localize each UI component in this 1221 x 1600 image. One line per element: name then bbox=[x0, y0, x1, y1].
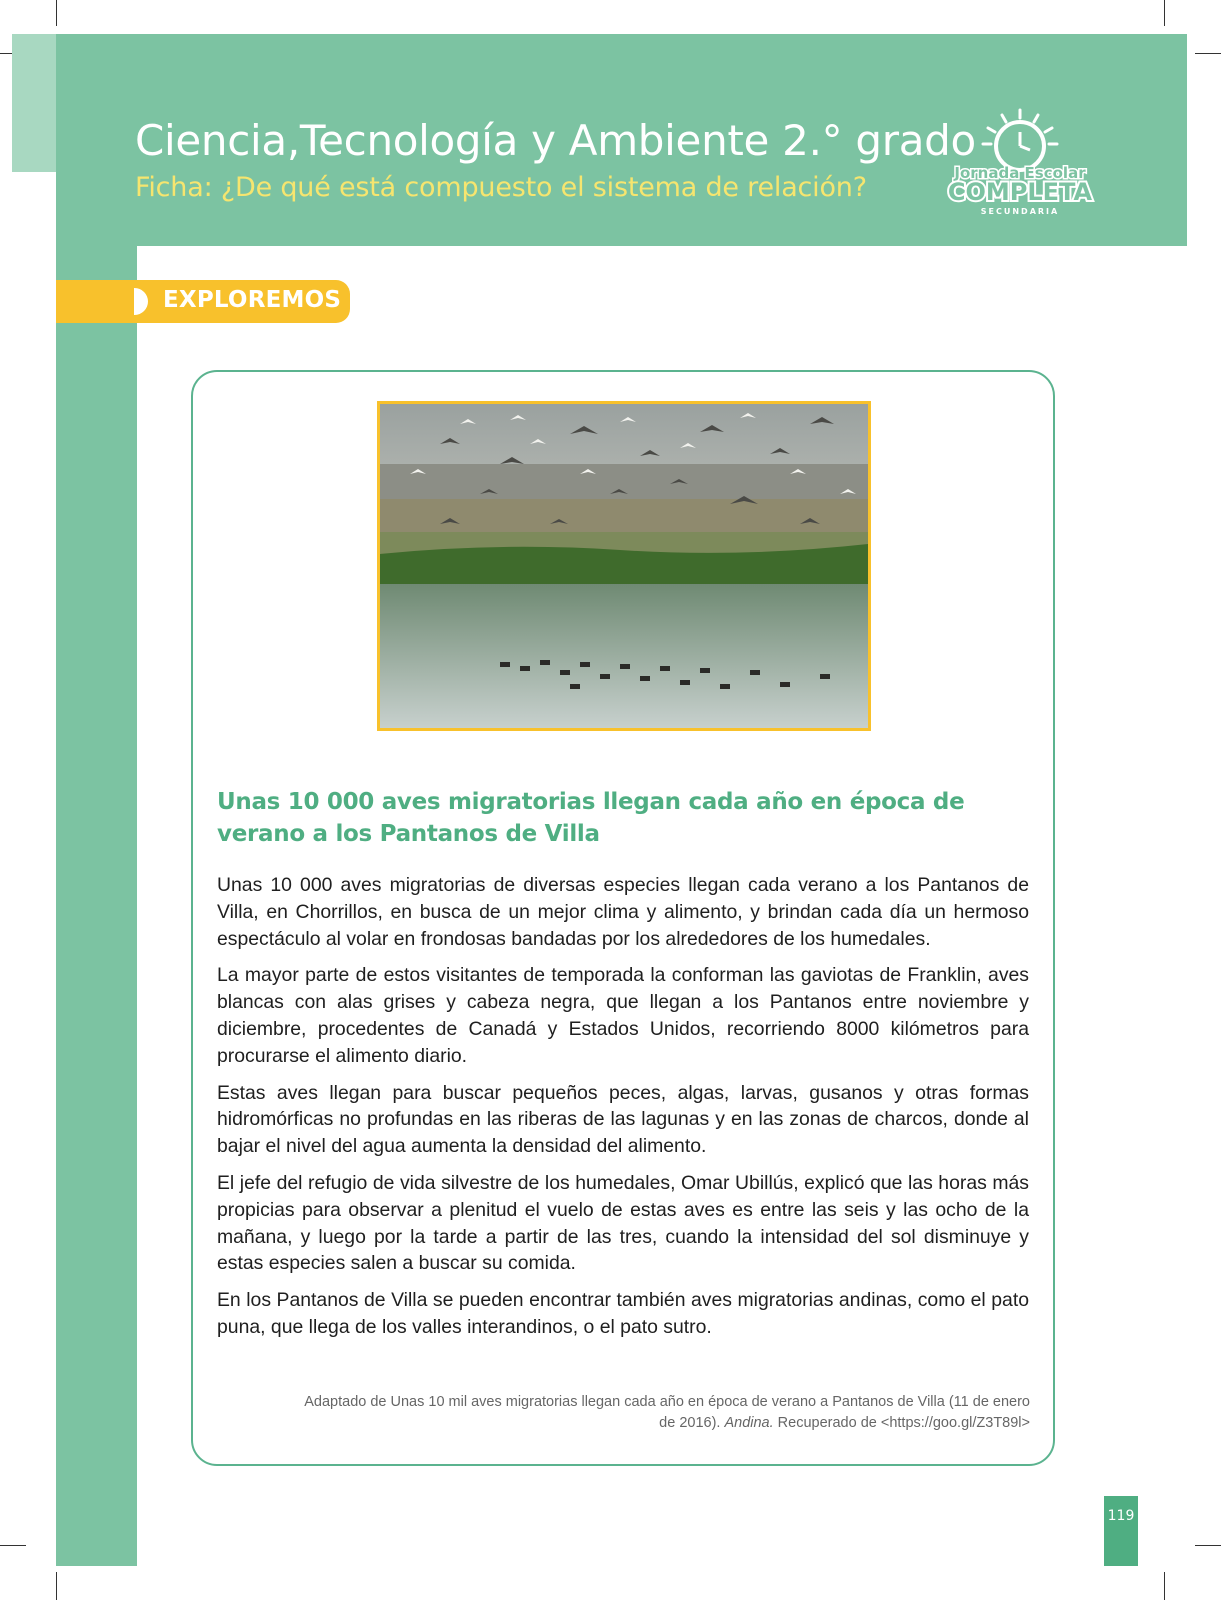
page-number: 119 bbox=[1107, 1508, 1135, 1524]
article-paragraph: En los Pantanos de Villa se pueden encontrar también aves migratorias andinas, como el pato puna, que llega de los valles interandinos, o el pato sutro. bbox=[217, 1289, 1029, 1338]
sidebar-band bbox=[56, 246, 137, 1566]
logo-line1: Jornada Escolar bbox=[954, 164, 1086, 182]
article-paragraph: Unas 10 000 aves migratorias de diversas especies llegan cada verano a los Pantanos de Villa, en Chorrillos, en busca de un mejor clima y alimento, y brindan cada día un hermoso espectáculo al volar en frondosas bandadas por los alrededores de los humedales. bbox=[217, 874, 1029, 950]
article-paragraph: El jefe del refugio de vida silvestre de los humedales, Omar Ubillús, explicó que las horas más propicias para observar a plenitud el vuelo de estas aves es entre las seis y las ocho de la mañana, y luego por la tarde a partir de las tres, cuando la intensidad del sol disminuye y estas especies salen a buscar su comida. bbox=[217, 1171, 1029, 1275]
article-body bbox=[217, 872, 1029, 1351]
photo-illustration bbox=[380, 404, 868, 728]
source-publication: Andina. bbox=[724, 1415, 774, 1431]
page-subtitle: Ficha: ¿De qué está compuesto el sistema de relación? bbox=[135, 172, 867, 203]
crop-mark bbox=[1164, 1572, 1165, 1600]
article-headline: Unas 10 000 aves migratorias llegan cada año en época de verano a los Pantanos de Villa bbox=[217, 789, 965, 847]
logo-line2: COMPLETA bbox=[947, 178, 1093, 206]
source-citation bbox=[300, 1392, 1030, 1434]
source-suffix: Recuperado de <https://goo.gl/Z3T89l> bbox=[773, 1415, 1030, 1431]
crop-mark bbox=[56, 0, 57, 26]
page-number-tab bbox=[1104, 1496, 1138, 1566]
crop-mark bbox=[1195, 53, 1221, 54]
crop-mark bbox=[1164, 0, 1165, 26]
jornada-escolar-logo bbox=[940, 104, 1100, 220]
section-label: EXPLOREMOS bbox=[163, 287, 342, 313]
crop-mark bbox=[56, 1572, 57, 1600]
crop-mark bbox=[1195, 1545, 1221, 1546]
wetland-birds-photo bbox=[377, 401, 871, 731]
source-prefix: Adaptado de Unas 10 mil aves migratorias llegan cada año en época de verano a Pantanos de Villa (11 de enero de 2016). bbox=[304, 1394, 1030, 1431]
logo-line3: SECUNDARIA bbox=[980, 207, 1060, 216]
tab-notch-icon bbox=[134, 288, 148, 315]
article-paragraph: La mayor parte de estos visitantes de temporada la conforman las gaviotas de Franklin, aves blancas con alas grises y cabeza negra, que llegan a los Pantanos entre noviembre y diciembre, procedentes de Canadá y Estados Unidos, recorriendo 8000 kilómetros para procurarse el alimento diario. bbox=[217, 964, 1029, 1067]
crop-mark bbox=[0, 1545, 26, 1546]
page-title: Ciencia,Tecnología y Ambiente 2.° grado bbox=[135, 116, 976, 165]
article-paragraph: Estas aves llegan para buscar pequeños peces, algas, larvas, gusanos y otras formas hidromórficas no profundas en las riberas de las lagunas y en las zonas de charcos, donde al bajar el nivel del agua aumenta la densidad del alimento. bbox=[217, 1081, 1029, 1158]
header-accent-band bbox=[12, 34, 56, 172]
section-tab bbox=[56, 280, 350, 323]
